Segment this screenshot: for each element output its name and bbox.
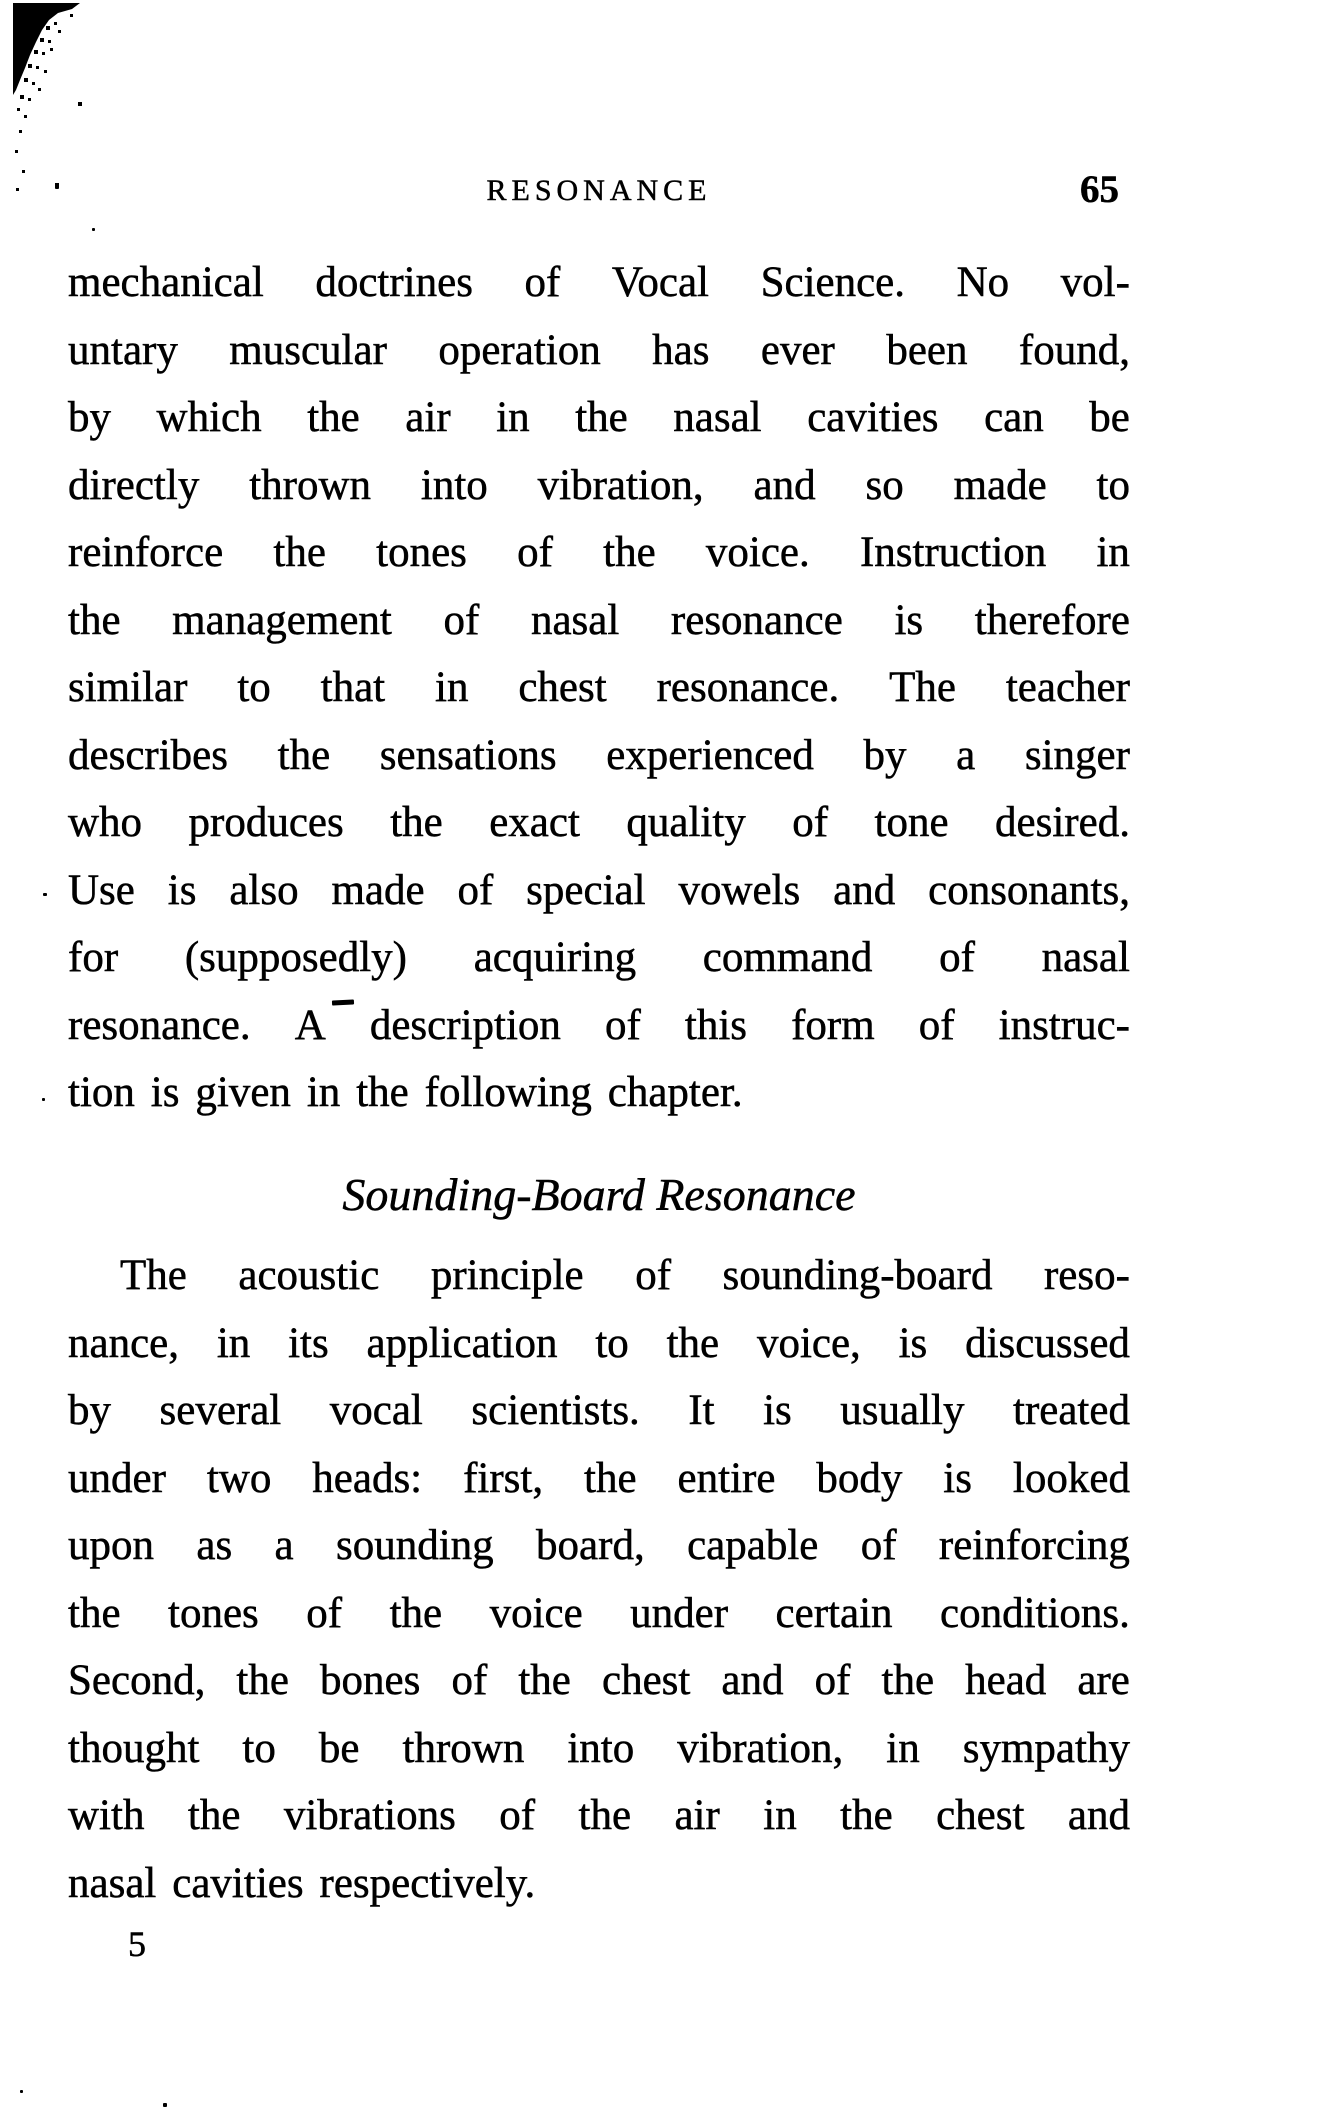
- text-line: reinforce the tones of the voice. Instruction in: [68, 529, 1130, 576]
- text-line: Second, the bones of the chest and of the head are: [68, 1657, 1130, 1704]
- text-line: by several vocal scientists. It is usually treated: [68, 1387, 1130, 1434]
- section-heading: Sounding-Board Resonance: [342, 1168, 856, 1220]
- text-line: the management of nasal resonance is therefore: [68, 596, 1130, 644]
- text-line: the tones of the voice under certain conditions.: [68, 1589, 1130, 1637]
- running-head: RESONANCE: [486, 174, 712, 207]
- text-line: upon as a sounding board, capable of reinforcing: [68, 1522, 1130, 1569]
- text-line: thought to be thrown into vibration, in sympathy: [68, 1724, 1130, 1772]
- scan-speck: [42, 1098, 45, 1101]
- text-line: for (supposedly) acquiring command of nasal: [68, 934, 1130, 981]
- paragraph: [68, 1242, 1130, 1917]
- text-line: The acoustic principle of sounding-board reso-: [120, 1252, 1130, 1299]
- paragraph: [68, 249, 1130, 1127]
- text-line: with the vibrations of the air in the chest and: [68, 1792, 1130, 1839]
- text-line: nasal cavities respectively.: [68, 1859, 536, 1907]
- signature-mark: 5: [128, 1924, 146, 1964]
- text-line: under two heads: first, the entire body is looked: [68, 1454, 1130, 1502]
- scan-speck: [92, 228, 95, 231]
- text-line: describes the sensations experienced by a singer: [68, 731, 1130, 779]
- scan-speck: [163, 2103, 167, 2107]
- text-line: directly thrown into vibration, and so made to: [68, 461, 1130, 509]
- text-line: Use is also made of special vowels and consonants,: [68, 866, 1130, 914]
- page-number: 65: [1080, 168, 1119, 211]
- scan-speck: [20, 2090, 23, 2093]
- scan-speck: [55, 185, 59, 189]
- text-line: similar to that in chest resonance. The teacher: [68, 664, 1130, 711]
- page-content: [68, 249, 1130, 1917]
- text-line: nance, in its application to the voice, is discussed: [68, 1319, 1130, 1367]
- text-line: who produces the exact quality of tone desired.: [68, 799, 1130, 846]
- text-line: by which the air in the nasal cavities can be: [68, 394, 1130, 441]
- text-line: mechanical doctrines of Vocal Science. No vol-: [68, 259, 1130, 306]
- scan-speck: [43, 893, 47, 896]
- text-line: tion is given in the following chapter.: [68, 1069, 743, 1116]
- text-line: resonance. A description of this form of instruc-: [68, 1001, 1130, 1049]
- text-line: untary muscular operation has ever been found,: [68, 326, 1130, 374]
